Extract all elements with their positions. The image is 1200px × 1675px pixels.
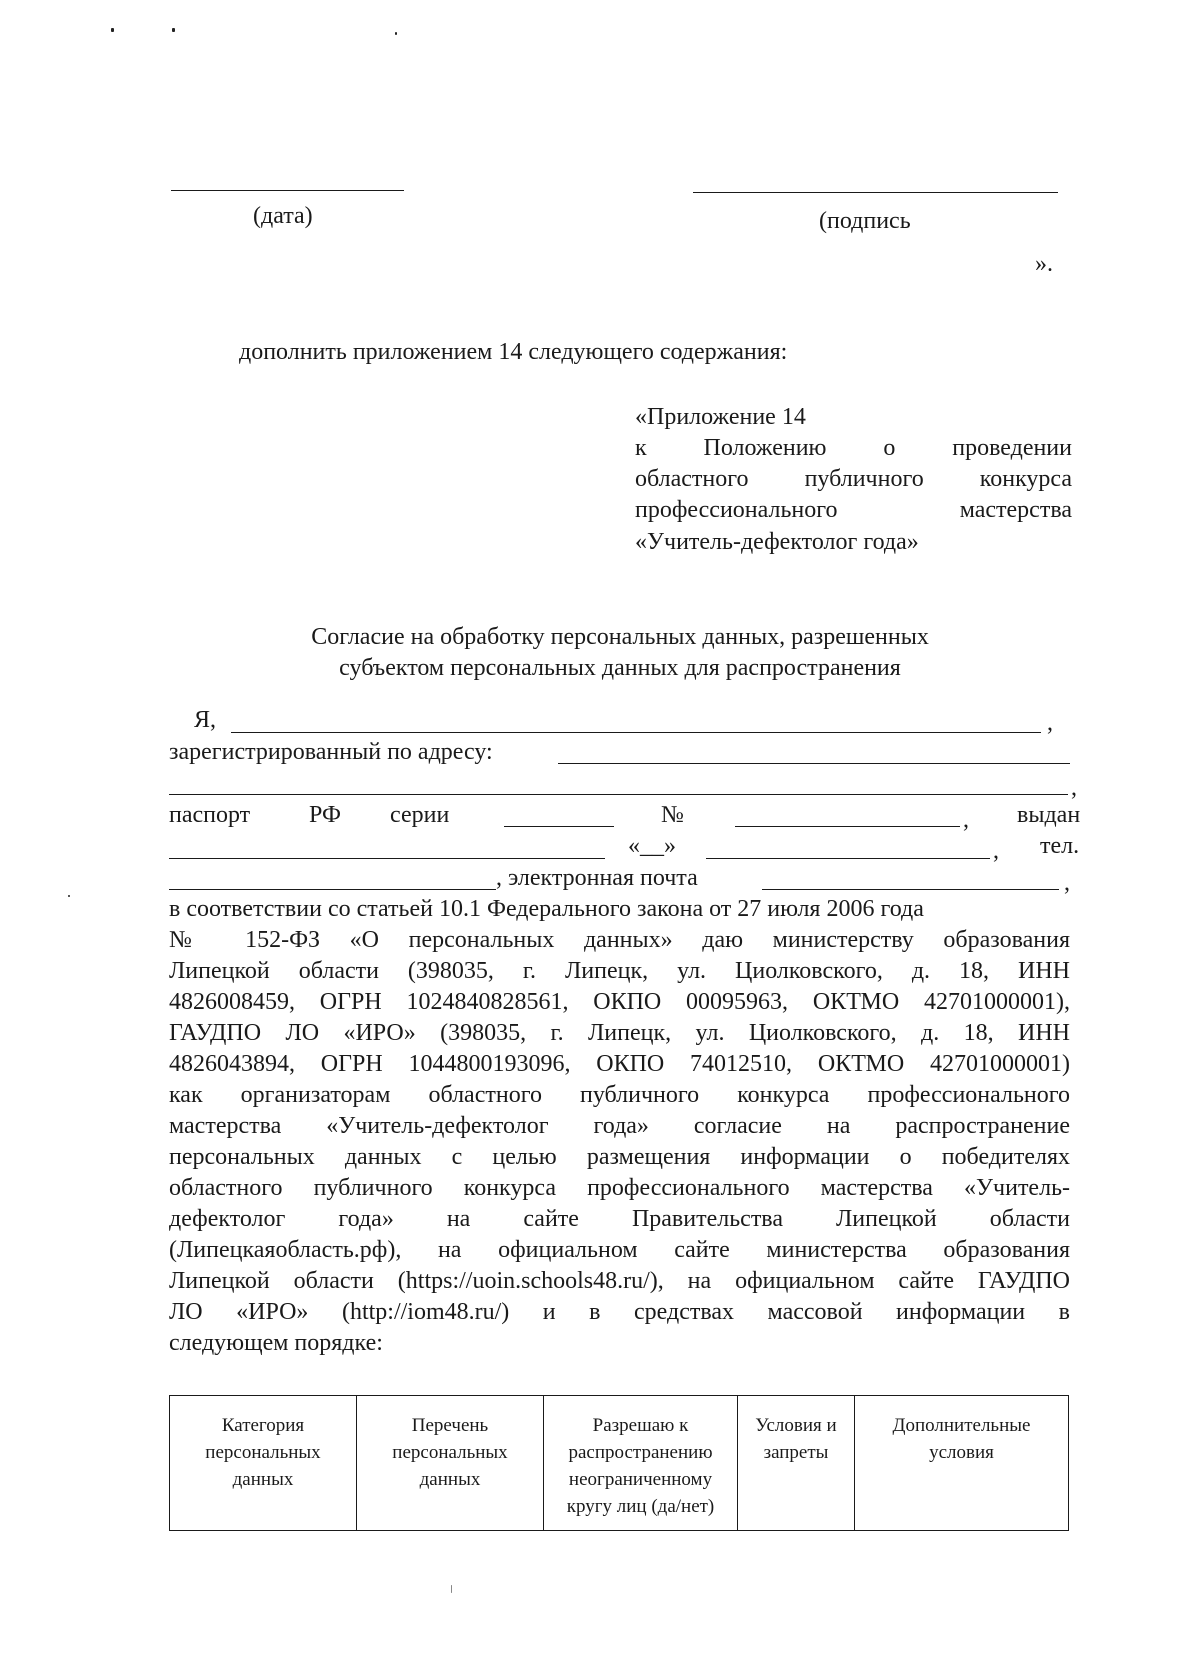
passport-series-field[interactable] bbox=[504, 826, 614, 827]
appendix-header-line-2: к Положению о проведении bbox=[635, 435, 1072, 461]
comma: , bbox=[1071, 775, 1077, 801]
body-line: 4826008459, ОГРН 1024840828561, ОКПО 00095963, ОКТМО 42701000001), bbox=[169, 989, 1070, 1015]
address-field[interactable] bbox=[558, 763, 1070, 764]
address-continuation-field[interactable] bbox=[169, 794, 1068, 795]
body-line: как организаторам областного публичного конкурса профессионального bbox=[169, 1082, 1070, 1108]
issue-date-quotes: «__» bbox=[628, 833, 676, 859]
body-line: дефектолог года» на сайте Правительства Липецкой области bbox=[169, 1206, 1070, 1232]
scan-speck bbox=[395, 32, 397, 35]
document-title-line-1: Согласие на обработку персональных данных, разрешенных bbox=[311, 624, 929, 650]
scan-speck bbox=[172, 28, 175, 32]
personal-data-table bbox=[169, 1395, 1069, 1531]
table-header-permission: Разрешаю к распространению неограниченному кругу лиц (да/нет) bbox=[544, 1396, 738, 1531]
body-line: Липецкой области (https://uoin.schools48.ru/), на официальном сайте ГАУДПО bbox=[169, 1268, 1070, 1294]
body-line: в соответствии со статьей 10.1 Федерального закона от 27 июля 2006 года bbox=[169, 896, 924, 922]
body-line: ЛО «ИРО» (http://iom48.ru/) и в средствах массовой информации в bbox=[169, 1299, 1070, 1325]
email-label: , электронная почта bbox=[496, 865, 698, 891]
table-header-additional: Дополнительные условия bbox=[855, 1396, 1069, 1531]
number-sign: № bbox=[661, 802, 684, 828]
intro-line: дополнить приложением 14 следующего содержания: bbox=[239, 339, 788, 365]
issue-date-field[interactable] bbox=[706, 858, 990, 859]
appendix-header-line-5: «Учитель-дефектолог года» bbox=[635, 529, 919, 555]
registered-address-label: зарегистрированный по адресу: bbox=[169, 739, 493, 765]
body-line: ГАУДПО ЛО «ИРО» (398035, г. Липецк, ул. Циолковского, д. 18, ИНН bbox=[169, 1020, 1070, 1046]
comma: , bbox=[1047, 710, 1053, 736]
signature-line bbox=[693, 192, 1058, 193]
passport-label: паспорт bbox=[169, 802, 251, 828]
body-line: № 152-ФЗ «О персональных данных» даю министерству образования bbox=[169, 927, 1070, 953]
table-header-row bbox=[170, 1396, 1069, 1531]
appendix-header-line-1: «Приложение 14 bbox=[635, 404, 806, 430]
body-line: персональных данных с целью размещения информации о победителях bbox=[169, 1144, 1070, 1170]
scan-speck bbox=[111, 28, 114, 32]
table-header-list: Перечень персональных данных bbox=[357, 1396, 544, 1531]
body-line: (Липецкаяобласть.рф), на официальном сайте министерства образования bbox=[169, 1237, 1070, 1263]
table-header-conditions: Условия и запреты bbox=[738, 1396, 855, 1531]
body-line: мастерства «Учитель-дефектолог года» согласие на распространение bbox=[169, 1113, 1070, 1139]
issued-label: выдан bbox=[1017, 802, 1081, 828]
signature-label: (подпись bbox=[819, 208, 911, 234]
comma: , bbox=[1064, 870, 1070, 896]
table-header-category: Категория персональных данных bbox=[170, 1396, 357, 1531]
i-label: Я, bbox=[194, 707, 217, 733]
closing-quote: ». bbox=[1035, 251, 1053, 277]
phone-field[interactable] bbox=[169, 889, 496, 890]
document-title-line-2: субъектом персональных данных для распространения bbox=[339, 655, 901, 681]
passport-series-label: серии bbox=[390, 802, 450, 828]
comma: , bbox=[963, 807, 969, 833]
passport-number-field[interactable] bbox=[735, 826, 960, 827]
appendix-header-line-3: областного публичного конкурса bbox=[635, 466, 1072, 492]
body-last-line: следующем порядке: bbox=[169, 1330, 383, 1356]
scan-speck bbox=[68, 895, 70, 897]
issued-by-field[interactable] bbox=[169, 858, 605, 859]
passport-country-label: РФ bbox=[309, 802, 341, 828]
comma: , bbox=[993, 838, 999, 864]
phone-label: тел. bbox=[1040, 833, 1080, 859]
appendix-header-line-4: профессионального мастерства bbox=[635, 497, 1072, 523]
email-field[interactable] bbox=[762, 889, 1059, 890]
full-name-field[interactable] bbox=[231, 732, 1041, 733]
scan-speck bbox=[451, 1585, 452, 1593]
date-label: (дата) bbox=[253, 203, 313, 229]
body-line: областного публичного конкурса профессионального мастерства «Учитель- bbox=[169, 1175, 1070, 1201]
date-line bbox=[171, 190, 404, 191]
body-line: 4826043894, ОГРН 1044800193096, ОКПО 74012510, ОКТМО 42701000001) bbox=[169, 1051, 1070, 1077]
body-line: Липецкой области (398035, г. Липецк, ул. Циолковского, д. 18, ИНН bbox=[169, 958, 1070, 984]
